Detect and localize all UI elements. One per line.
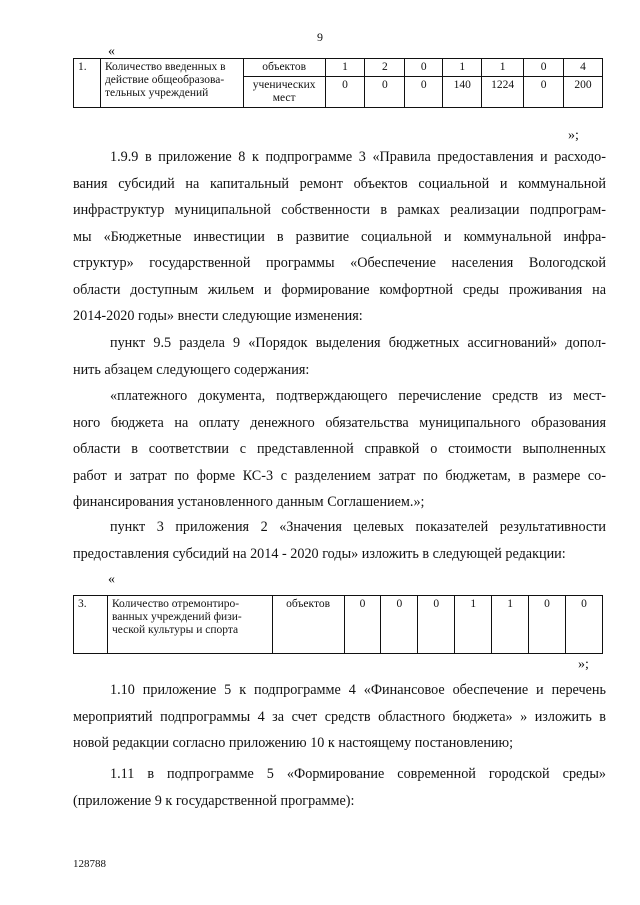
text-line: финансирования установленного данным Соглашением.»; xyxy=(73,494,425,510)
text-line: пункт 3 приложения 2 «Значения целевых показателей результативности xyxy=(110,519,606,535)
row-number: 1. xyxy=(74,59,101,108)
value-cell: 1 xyxy=(443,59,482,77)
unit-cell: объектов xyxy=(243,59,325,77)
indicator-name-line: Количество отремонтиро- xyxy=(111,598,240,610)
value-cell: 140 xyxy=(443,77,482,108)
page-number: 9 xyxy=(317,30,323,44)
value-cell: 1 xyxy=(325,59,365,77)
table2-open-quote: « xyxy=(108,572,115,587)
value-cell: 0 xyxy=(325,77,365,108)
unit-cell: объектов xyxy=(272,596,344,654)
indicator-name xyxy=(107,596,272,654)
text-line: области в соответствии с представленной справкой о стоимости выполненных xyxy=(73,441,606,457)
value-cell: 1224 xyxy=(482,77,524,108)
text-line: мы «Бюджетные инвестиции в развитие социальной и коммунальной инфра- xyxy=(73,228,606,245)
indicator-name xyxy=(100,59,243,108)
text-line: пункт 9.5 раздела 9 «Порядок выделения бюджетных ассигнований» допол- xyxy=(110,335,606,351)
text-line: 2014-2020 годы» внести следующие изменения: xyxy=(73,308,363,324)
unit-line: ученических xyxy=(252,79,316,91)
value-cell: 0 xyxy=(418,596,455,654)
table-2 xyxy=(73,595,603,654)
value-cell: 2 xyxy=(365,59,405,77)
document-code: 128788 xyxy=(73,858,106,870)
unit-line: мест xyxy=(272,92,296,104)
indicator-name-line: тельных учреждений xyxy=(104,87,209,99)
table-1 xyxy=(73,58,603,108)
table2-close-quote: »; xyxy=(578,657,589,672)
text-line: «платежного документа, подтверждающего перечисление средств из мест- xyxy=(110,388,606,404)
paragraph-1-9-9 xyxy=(73,144,606,330)
value-cell: 200 xyxy=(564,77,603,108)
indicator-name-line: ванных учреждений физи- xyxy=(111,611,242,623)
table-row xyxy=(74,59,603,77)
value-cell: 4 xyxy=(564,59,603,77)
value-cell: 0 xyxy=(381,596,418,654)
value-cell: 1 xyxy=(492,596,529,654)
text-line: 1.9.9 в приложение 8 к подпрограмме 3 «Правила предоставления и расходо- xyxy=(110,149,606,165)
row-number: 3. xyxy=(74,596,108,654)
value-cell: 0 xyxy=(524,77,564,108)
paragraph-1-10 xyxy=(73,677,606,757)
value-cell: 1 xyxy=(482,59,524,77)
value-cell: 1 xyxy=(455,596,492,654)
text-line: инфраструктур муниципальной собственности в рамках реализации подпрограм- xyxy=(73,202,606,218)
indicator-name-line: Количество введенных в xyxy=(104,61,226,73)
paragraph-1-11 xyxy=(73,761,606,814)
paragraph-appendix-2 xyxy=(73,514,606,567)
value-cell: 0 xyxy=(524,59,564,77)
text-line: структур» государственной программы «Обеспечение населения Вологодской xyxy=(73,255,606,271)
table1-close-quote: »; xyxy=(568,128,579,143)
paragraph-quoted-addition xyxy=(73,383,606,516)
text-line: новой редакции согласно приложению 10 к настоящему постановлению; xyxy=(73,735,514,751)
text-line: ного бюджета на оплату денежного обязательства муниципального образования xyxy=(73,414,606,431)
indicator-name-line: действие общеобразова- xyxy=(104,74,225,86)
paragraph-point-9-5 xyxy=(73,330,606,383)
value-cell: 0 xyxy=(529,596,566,654)
text-line: 1.10 приложение 5 к подпрограмме 4 «Финансовое обеспечение и перечень xyxy=(110,682,606,698)
unit-cell xyxy=(243,77,325,108)
value-cell: 0 xyxy=(365,77,405,108)
text-line: вания субсидий на капитальный ремонт объектов социальной и коммунальной xyxy=(73,175,606,192)
value-cell: 0 xyxy=(405,77,443,108)
text-line: предоставления субсидий на 2014 - 2020 годы» изложить в следующей редакции: xyxy=(73,545,566,562)
value-cell: 0 xyxy=(344,596,381,654)
table-row xyxy=(74,596,603,654)
text-line: мероприятий подпрограммы 4 за счет средств областного бюджета» » изложить в xyxy=(73,708,606,725)
value-cell: 0 xyxy=(405,59,443,77)
table1-open-quote: « xyxy=(108,44,115,59)
text-line: работ и затрат по форме КС-3 с разделением затрат по бюджетам, в размере со- xyxy=(73,467,606,484)
text-line: (приложение 9 к государственной программе): xyxy=(73,792,355,809)
value-cell: 0 xyxy=(565,596,602,654)
text-line: нить абзацем следующего содержания: xyxy=(73,361,310,378)
indicator-name-line: ческой культуры и спорта xyxy=(111,624,239,636)
text-line: 1.11 в подпрограмме 5 «Формирование современной городской среды» xyxy=(110,766,606,782)
text-line: области доступным жильем и формирование комфортной среды проживания на xyxy=(73,281,606,298)
